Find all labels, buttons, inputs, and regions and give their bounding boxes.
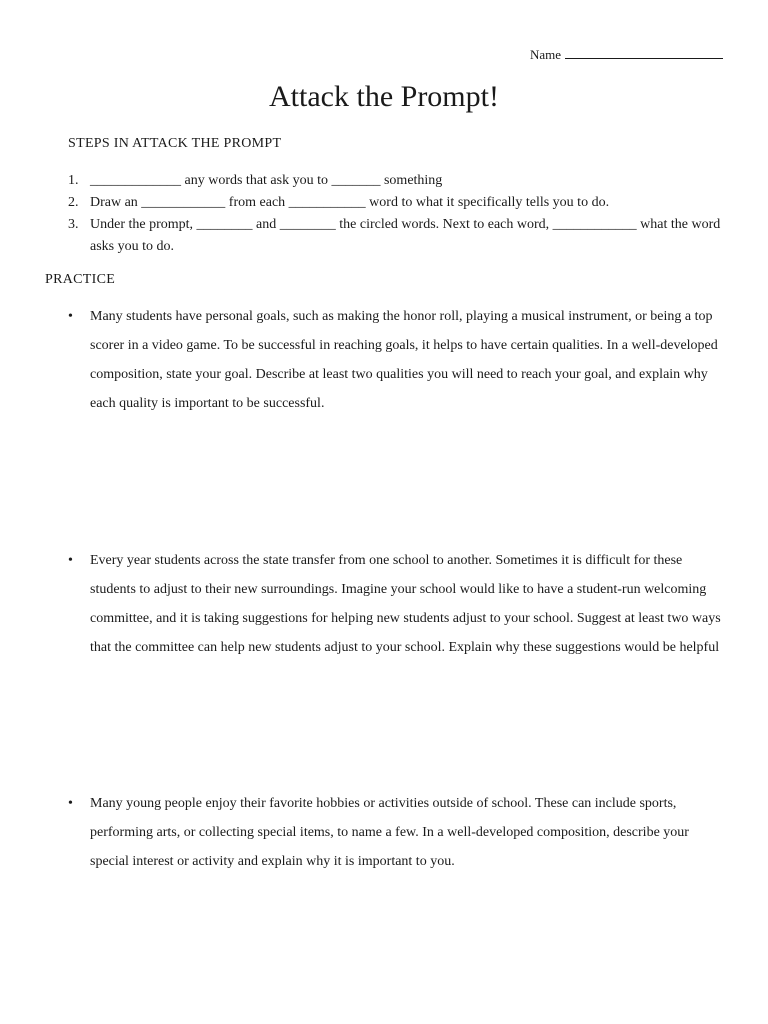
step-text: Under the prompt, ________ and ________ the circled words. Next to each word, ____________ what the word asks you to do. [90, 217, 721, 254]
name-label: Name [529, 47, 561, 62]
name-blank-line[interactable] [565, 46, 723, 59]
step-number: 1. [68, 173, 79, 188]
prompt-text: Many students have personal goals, such as making the honor roll, playing a musical instrument, or being a top scorer in a video game. To be successful in reaching goals, it helps to have certain qualities. In a well-developed composition, state your goal. Describe at least two qualities you will need to reach your goal, and explain why each quality is important to be successful. [90, 309, 718, 411]
prompt-text: Every year students across the state transfer from one school to another. Sometimes it is difficult for these students to adjust to their new surroundings. Imagine your school would like to have a student-run welcoming committee, and it is taking suggestions for helping new students adjust to your school. Suggest at least two ways that the committee can help new students adjust to your school. Explain why these suggestions would be helpful [90, 553, 721, 655]
page-title: Attack the Prompt! [269, 80, 499, 113]
name-field [530, 46, 723, 63]
bullet-icon: • [68, 796, 73, 811]
bullet-icon: • [68, 553, 73, 568]
practice-heading: PRACTICE [45, 272, 116, 287]
bullet-icon: • [68, 309, 73, 324]
step-item [68, 214, 728, 258]
steps-list [68, 170, 728, 258]
step-number: 3. [68, 217, 79, 232]
steps-heading: STEPS IN ATTACK THE PROMPT [68, 136, 282, 151]
step-item [68, 192, 728, 214]
step-item [68, 170, 728, 192]
practice-prompt [68, 546, 728, 662]
prompt-text: Many young people enjoy their favorite hobbies or activities outside of school. These can include sports, performing arts, or collecting special items, to name a few. In a well-developed composition, describe your special interest or activity and explain why it is important to you. [90, 796, 689, 869]
step-text: _____________ any words that ask you to _______ something [90, 173, 443, 188]
step-number: 2. [68, 195, 79, 210]
practice-prompt [68, 789, 728, 876]
practice-prompt [68, 302, 728, 418]
step-text: Draw an ____________ from each ___________ word to what it specifically tells you to do. [90, 195, 610, 210]
